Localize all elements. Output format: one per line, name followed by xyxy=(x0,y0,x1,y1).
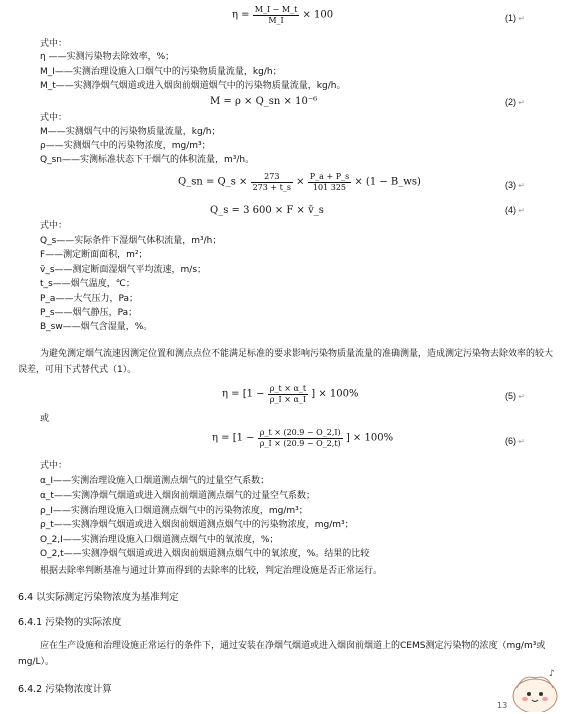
paragraph-cems-measurement: 应在生产设施和治理设施正常运行的条件下，通过安装在净烟气烟道或进入烟囱前烟道上的CEMS测定污染物的浓度（mg/m³或mg/L）。 xyxy=(18,641,546,667)
equation-6 xyxy=(212,428,393,448)
paragraph-judgement: 根据去除率判断基准与通过计算而得到的去除率的比较，判定治理设施是否正常运行。 xyxy=(40,566,383,576)
eq3-fraction-2 xyxy=(308,172,351,192)
eq3-denominator-2: 101 325 xyxy=(312,182,347,192)
section-heading-6-4-1: 6.4.1 污染物的实际浓度 xyxy=(18,617,122,628)
eq3-denominator-1: 273 + t_s xyxy=(252,182,291,192)
eq4-number: (4) ↵ xyxy=(505,205,525,216)
eq5-lhs: η = [1 − xyxy=(222,388,265,400)
eq1-denominator: M_I xyxy=(268,15,284,25)
definition-line: Q_s——实际条件下湿烟气体积流量，m³/h； xyxy=(40,236,222,246)
definition-line: P_a——大气压力，Pa； xyxy=(40,294,138,304)
eq6-lhs: η = [1 − xyxy=(212,432,255,444)
where-label-1: 式中： xyxy=(40,39,68,49)
eq3-rhs: × (1 − B_ws) xyxy=(354,176,421,188)
eq5-rhs: ] × 100% xyxy=(311,388,359,400)
eq1-numerator: M_I − M_t xyxy=(254,5,298,14)
eq3-number: (3) ↵ xyxy=(505,180,525,191)
or-label: 或 xyxy=(40,414,50,424)
section-heading-6-4-2: 6.4.2 污染物浓度计算 xyxy=(18,684,112,695)
eq1-lhs: η = xyxy=(232,9,250,21)
definition-line: O_2,t——实测净烟气烟道或进入烟囱前烟道测点烟气中的氧浓度，%。结果的比较 xyxy=(40,549,370,559)
equation-3 xyxy=(178,172,421,192)
eq1-number: (1) ↵ xyxy=(505,13,525,24)
eq1-fraction xyxy=(253,5,300,25)
definition-line: α_t——实测净烟气烟道或进入烟囱前烟道测点烟气的过量空气系数； xyxy=(40,491,315,501)
equation-5 xyxy=(222,384,359,404)
where-label-3: 式中： xyxy=(40,221,68,231)
definition-line: ρ_t——实测净烟气烟道或进入烟囱前烟道测点烟气中的污染物浓度，mg/m³； xyxy=(40,520,354,530)
eq1-rhs: × 100 xyxy=(302,9,334,21)
definition-line: M——实测烟气中的污染物质量流量，kg/h； xyxy=(40,127,221,137)
eq5-numerator: ρ_t × α_t xyxy=(269,384,307,393)
eq6-rhs: ] × 100% xyxy=(345,432,394,444)
eq3-numerator-1: 273 xyxy=(251,172,293,183)
definition-line: F——测定断面面积，m²； xyxy=(40,250,148,260)
definition-line: ρ_I——实测治理设施入口烟道测点烟气中的污染物浓度，mg/m³； xyxy=(40,506,308,516)
eq2-number: (2) ↵ xyxy=(505,97,525,108)
definition-line: ρ——实测烟气中的污染物浓度，mg/m³； xyxy=(40,141,211,151)
eq3-times: × xyxy=(296,176,305,188)
equation-1 xyxy=(232,5,333,25)
definition-line: M_t——实测净烟气烟道或进入烟囱前烟道烟气中的污染物质量流量，kg/h。 xyxy=(40,81,346,91)
definition-line: Q_sn——实测标准状态下干烟气的体积流量，m³/h。 xyxy=(40,155,255,165)
eq5-number: (5) ↵ xyxy=(505,391,525,402)
where-label-4: 式中： xyxy=(40,461,68,471)
equation-2: M = ρ × Q_sn × 10⁻⁶ xyxy=(210,96,318,107)
eq6-numerator: ρ_t × (20.9 − O_2,I) xyxy=(259,428,341,437)
definition-line: v̄_s——测定断面湿烟气平均流速，m/s； xyxy=(40,265,207,275)
eq6-fraction xyxy=(258,428,343,448)
definition-line: M_I——实测治理设施入口烟气中的污染物质量流量，kg/h； xyxy=(40,67,282,77)
definition-line: η ——实测污染物去除效率，%； xyxy=(40,52,175,62)
eq3-numerator-2: P_a + P_s xyxy=(309,172,350,181)
definition-line: P_s——烟气静压，Pa； xyxy=(40,308,138,318)
definition-line: B_sw——烟气含湿量，%。 xyxy=(40,322,153,332)
where-label-2: 式中： xyxy=(40,113,68,123)
eq5-denominator: ρ_I × α_I xyxy=(269,394,307,404)
page-number: 13 xyxy=(497,701,508,710)
eq3-fraction-1 xyxy=(251,172,293,192)
definition-line: t_s——烟气温度，℃； xyxy=(40,279,135,289)
definition-line: α_I——实测治理设施入口烟道测点烟气的过量空气系数； xyxy=(40,476,270,486)
eq5-fraction xyxy=(268,384,308,404)
svg-text:♪: ♪ xyxy=(549,669,555,679)
eq6-number: (6) ↵ xyxy=(505,436,525,447)
eq3-lhs: Q_sn = Q_s × xyxy=(178,176,248,188)
definition-line: O_2,I——实测治理设施入口烟道测点烟气中的氧浓度，%； xyxy=(40,535,279,545)
equation-4: Q_s = 3 600 × F × v̄_s xyxy=(210,205,324,216)
paragraph-substitute-formula: 为避免测定烟气流速因测定位置和测点点位不能满足标准的要求影响污染物质量流量的准确测量，造成测定污染物去除效率的较大误差，可用下式替代式（1）。 xyxy=(18,349,554,375)
section-heading-6-4: 6.4 以实际测定污染物浓度为基准判定 xyxy=(18,592,179,603)
eq6-denominator: ρ_I × (20.9 − O_2,t) xyxy=(259,438,341,448)
cartoon-mascot-icon xyxy=(505,666,561,712)
